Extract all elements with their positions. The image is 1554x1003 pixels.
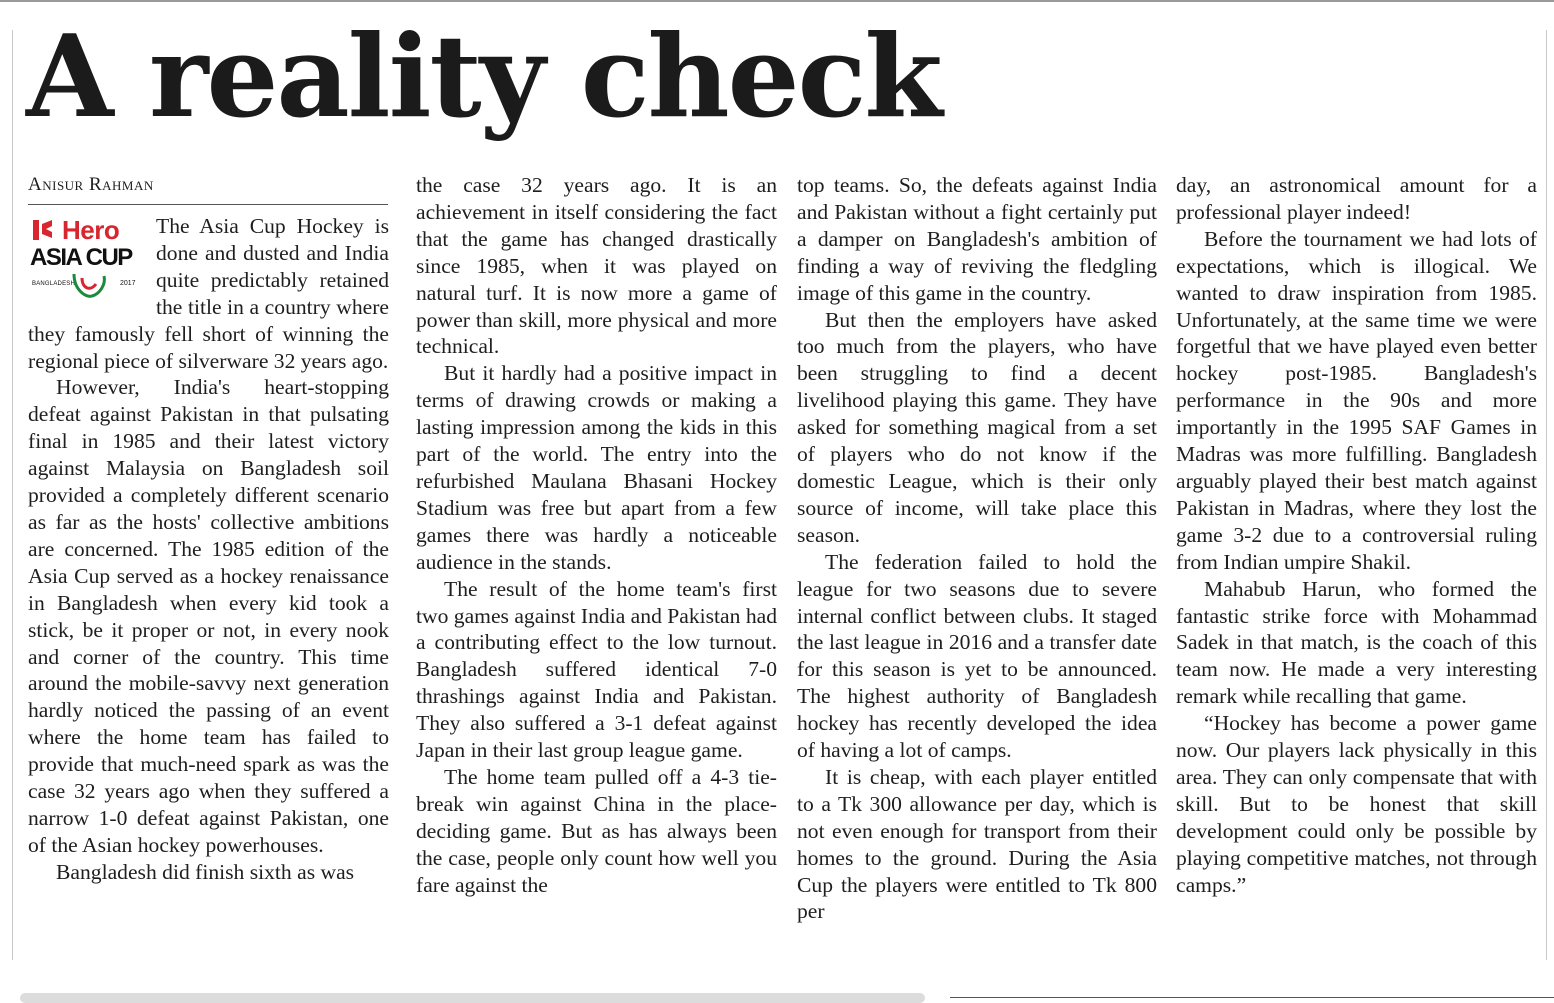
article-column-1 [28,172,389,980]
headline: A reality check [26,10,941,143]
right-column-rule [1546,30,1547,960]
paragraph: But it hardly had a positive impact in terms of drawing crowds or making a lasting impression among the kids in this part of the world. The entry into the refurbished Maulana Bhasani Hockey Stadium was free but apart from a few games there was hardly a noticeable audience in the stands. [416,361,777,574]
paragraph: Mahabub Harun, who formed the fantastic strike force with Mohammad Sadek in that match, is the coach of this team now. He made a very interesting remark while recalling that game. [1176,576,1537,709]
paragraph: Bangladesh did finish sixth as was [56,859,355,884]
paragraph: However, India's heart-stopping defeat against Pakistan in that pulsating final in 1985 and their latest victory against Malaysia on Bangladesh soil provided a completely different scenario as far as the hosts' collective ambitions are concerned. The 1985 edition of the Asia Cup served as a hockey renaissance in Bangladesh when every kid took a stick, be it proper or not, in every nook and corner of the country. This time around the mobile-savvy next generation hardly noticed the passing of an event where the home team has failed to provide that much-need spark as was the case 32 years ago when they suffered a narrow 1-0 defeat against Pakistan, one of the Asian hockey powerhouses. [28,375,389,857]
byline: Anisur Rahman [28,174,154,195]
top-rule [0,0,1554,2]
paragraph: day, an astronomical amount for a professional player indeed! [1176,173,1537,224]
paragraph: top teams. So, the defeats against India and Pakistan without a fight certainly put a damper on Bangladesh's ambition of finding a way of reviving the fledgling image of this game in the country. [797,173,1157,305]
byline-rule [28,204,388,205]
left-column-rule [12,30,13,960]
paragraph: It is cheap, with each player entitled to a Tk 300 allowance per day, which is not even enough for transport from their homes to the ground. During the Asia Cup the players were entitled to Tk 800 per [797,764,1157,924]
paragraph: The Asia Cup Hockey is done and dusted and India quite predictably retained the title in a country where they famously fell short of winning the regional piece of silverware 32 years ago. [28,214,389,373]
logo-country: BANGLADESH [32,281,76,287]
paragraph: The result of the home team's first two games against India and Pakistan had a contributing effect to the low turnout. Bangladesh suffered identical 7-0 thrashings against India and Pakistan. They also suffered a 3-1 defeat against Japan in their last group league game. [416,576,777,763]
paragraph: The home team pulled off a 4-3 tie-break win against China in the place-deciding game. But as has always been the case, people only count how well you fare against the [416,764,777,897]
paragraph: “Hockey has become a power game now. Our players lack physically in this area. They can only compensate that with skill. But to be honest that skill development could only be possible by playing competitive matches, not through camps.” [1176,711,1537,897]
paragraph: The federation failed to hold the league for two seasons due to severe internal conflict between clubs. It staged the last league in 2016 and a transfer date for this season is yet to be announced. The highest authority of Bangladesh hockey has recently developed the idea of having a lot of camps. [797,549,1157,763]
article-column-2 [416,172,777,980]
logo-brand: Hero [62,215,120,245]
article-column-4 [1176,172,1537,980]
logo-year: 2017 [120,280,136,287]
bottom-rule [950,997,1554,998]
article-column-3 [797,172,1157,980]
paragraph: Before the tournament we had lots of expectations, which is illogical. We wanted to draw inspiration from 1985. Unfortunately, at the same time we were forgetful that we have played even better hockey post-1985. Bangladesh's performance in the 90s and more importantly in the 1995 SAF Games in Madras was more fulfilling. Bangladesh arguably played their best match against Pakistan in Madras, where they lost the game 3-2 due to a controversial ruling from Indian umpire Shakil. [1176,226,1537,574]
hero-asia-cup-logo [28,215,146,301]
bottom-scroll-bar [20,993,925,1003]
paragraph: the case 32 years ago. It is an achievement in itself considering the fact that the game has changed drastically since 1985, when it was played on natural turf. It is now more a game of power than skill, more physical and more technical. [416,173,777,359]
logo-swoosh-icon [70,270,112,300]
logo-event: ASIA CUP [30,244,132,271]
paragraph: But then the employers have asked too much from the players, who have been struggling to find a decent livelihood playing this game. They have asked for something magical from a set of players who do not know if the domestic League, which is their only source of income, will take place this season. [797,307,1157,547]
hero-logo-icon [30,218,58,242]
